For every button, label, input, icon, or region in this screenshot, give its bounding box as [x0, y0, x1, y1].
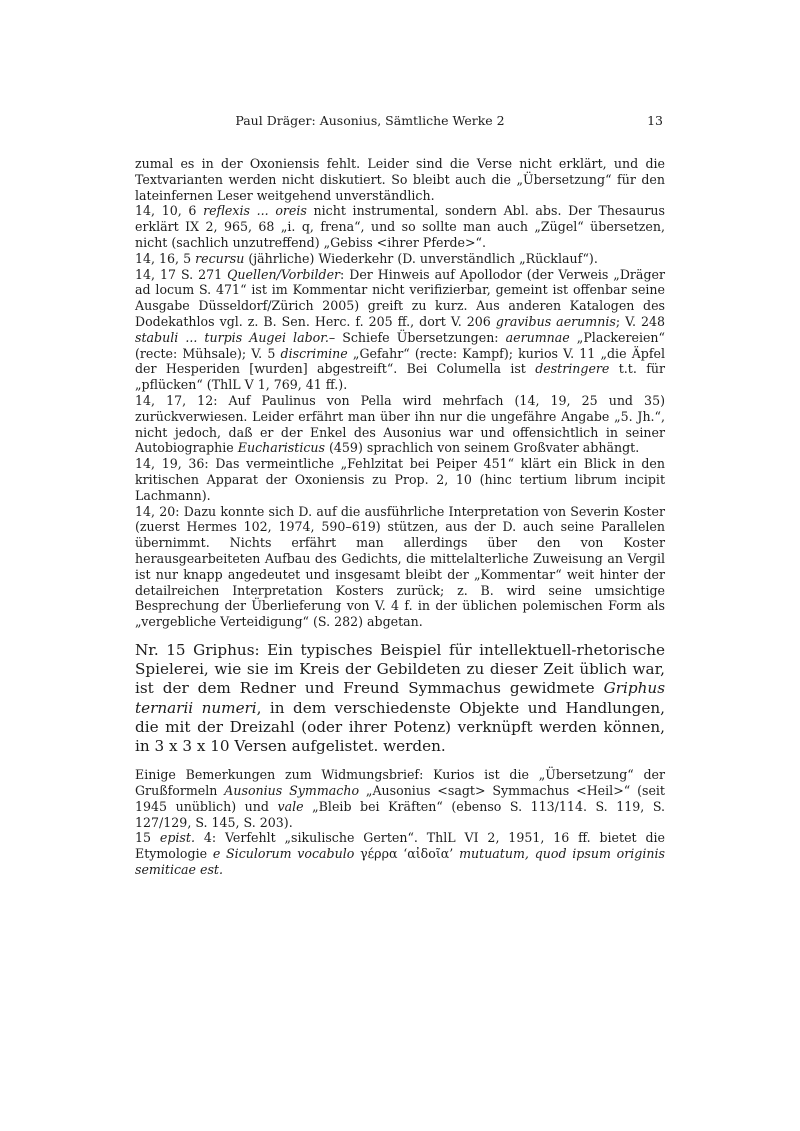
paragraph	[135, 641, 665, 756]
text-run: – Schiefe Übersetzungen:	[328, 329, 506, 345]
running-header	[135, 113, 665, 129]
text-run: Einige Bemerkungen zum Widmungsbrief: Kurios ist die „Übersetzung“ der Grußformeln	[135, 767, 665, 798]
text-run: nicht instrumental, sondern Abl. abs. Der Thesaurus erklärt IX 2, 965, 68 „i. q, frena“, und so sollte man auch „Zügel“ übersetzen, nicht (sachlich unzutreffend) „Gebiss <ihrer Pferde>“.	[135, 203, 665, 250]
text-run: zumal es in der Oxoniensis fehlt. Leider sind die Verse nicht erklärt, und die Textvarianten werden nicht diskutiert. So bleibt auch die „Übersetzung“ für den lateinfernen Leser weitgehend unverständlich.	[135, 156, 665, 203]
text-run: (jährliche) Wiederkehr (D. unverständlich „Rücklauf“).	[244, 250, 598, 266]
italic-text-run: Eucharisticus	[237, 440, 325, 456]
text-run: 14, 19, 36: Das vermeintliche „Fehlzitat bei Peiper 451“ klärt ein Blick in den kritischen Apparat der Oxoniensis zu Prop. 2, 10 (hinc tertium librum incipit Lachmann).	[135, 456, 665, 503]
text-run: t.t. für „pflücken“ (ThlL V 1, 769, 41 ff.).	[135, 361, 665, 393]
text-run: 15	[135, 830, 160, 846]
italic-text-run: reflexis ... oreis	[203, 203, 307, 219]
text-run: 14, 20: Dazu konnte sich D. auf die ausführliche Interpretation von Severin Koster (zuerst Hermes 102, 1974, 590–619) stützen, aus der D. auch seine Parallelen übernimmt. Nichts erfährt man allerdings über den von Koster herausgearbeiteten Aufbau des Gedichts, die mittelalterliche Zuweisung an Vergil ist nur knapp angedeutet und insgesamt bleibt der „Kommentar“ weit hinter der detailreichen Interpretation Kosters zurück; z. B. wird seine umsichtige Besprechung der Überlieferung von V. 4 f. in der üblichen polemischen Form als „vergebliche Verteidigung“ (S. 282) abgetan.	[135, 503, 665, 630]
paragraph	[135, 267, 665, 393]
paragraph	[135, 456, 665, 503]
paragraph	[135, 767, 665, 830]
italic-text-run: epist.	[159, 830, 195, 846]
text-run: , in dem verschiedenste Objekte und Handlungen, die mit der Dreizahl (oder ihrer Potenz) verknüpft werden können, in 3 x 3 x 10 Versen aufgelistet. werden.	[135, 698, 665, 755]
paragraph	[135, 830, 665, 877]
italic-text-run: aerumnae	[505, 329, 570, 345]
text-run: γέρρα ‘αἰδοῖα’	[354, 846, 460, 862]
text-run: Nr. 15 Griphus: Ein typisches Beispiel für intellektuell-rhetorische Spielerei, wie sie im Kreis der Gebildeten zu dieser Zeit üblich war, ist der dem Redner und Freund Symmachus gewidmete	[135, 640, 665, 698]
paragraph	[135, 203, 665, 250]
text-run: „Gefahr“ (recte: Kampf); kurios V. 11 „die Äpfel der Hesperiden [wurden] abgestreift“. Bei Columella ist	[135, 345, 665, 377]
text-run: 14, 17, 12: Auf Paulinus von Pella wird mehrfach (14, 19, 25 und 35) zurückverwiesen. Leider erfährt man über ihn nur die ungefähre Angabe „5. Jh.“, nicht jedoch, daß er der Enkel des Ausonius war und offensichtlich in seiner Autobiographie	[135, 392, 665, 456]
italic-text-run: gravibus aerumnis	[495, 313, 616, 329]
text-run: ; V. 248	[615, 313, 666, 329]
paragraph	[135, 251, 665, 267]
italic-text-run: Griphus ternarii numeri	[135, 679, 665, 717]
paragraph	[135, 393, 665, 456]
italic-text-run: Ausonius Symmacho	[224, 782, 360, 798]
page-number: 13	[647, 113, 663, 128]
italic-text-run: e Siculorum vocabulo	[212, 846, 355, 862]
italic-text-run: mutuatum, quod ipsum originis semiticae est.	[135, 846, 665, 877]
italic-text-run: Quellen/Vorbilder	[227, 266, 341, 282]
paragraph	[135, 156, 665, 203]
text-run: (459) sprachlich von seinem Großvater abhängt.	[324, 440, 640, 456]
page-body	[135, 156, 665, 878]
text-run: : Der Hinweis auf Apollodor (der Verweis „Dräger ad locum S. 471“ ist im Kommentar nicht verifizierbar, gemeint ist offenbar seine Ausgabe Düsseldorf/Zürich 2005) greift zu kurz. Aus anderen Katalogen des Dodekathlos vgl. z. B. Sen. Herc. f. 205 ff., dort V. 206	[135, 266, 665, 329]
text-run: 14, 17 S. 271	[135, 266, 228, 282]
text-run: „Plackereien“ (recte: Mühsale); V. 5	[135, 329, 665, 361]
italic-text-run: stabuli ... turpis Augei labor.	[135, 329, 329, 345]
italic-text-run: recursu	[195, 250, 245, 266]
text-run: 14, 10, 6	[135, 203, 204, 219]
text-run: 4: Verfehlt „sikulische Gerten“. ThlL VI 2, 1951, 16 ff. bietet die Etymologie	[135, 830, 665, 862]
header-title: Paul Dräger: Ausonius, Sämtliche Werke 2	[235, 113, 505, 128]
paragraph	[135, 504, 665, 630]
italic-text-run: vale	[277, 798, 304, 814]
italic-text-run: discrimine	[280, 345, 348, 361]
text-run: „Ausonius <sagt> Symmachus <Heil>“ (seit 1945 unüblich) und	[135, 782, 665, 814]
italic-text-run: destringere	[535, 361, 610, 377]
text-run: „Bleib bei Kräften“ (ebenso S. 113/114. S. 119, S. 127/129, S. 145, S. 203).	[135, 798, 665, 830]
text-run: 14, 16, 5	[135, 250, 196, 266]
